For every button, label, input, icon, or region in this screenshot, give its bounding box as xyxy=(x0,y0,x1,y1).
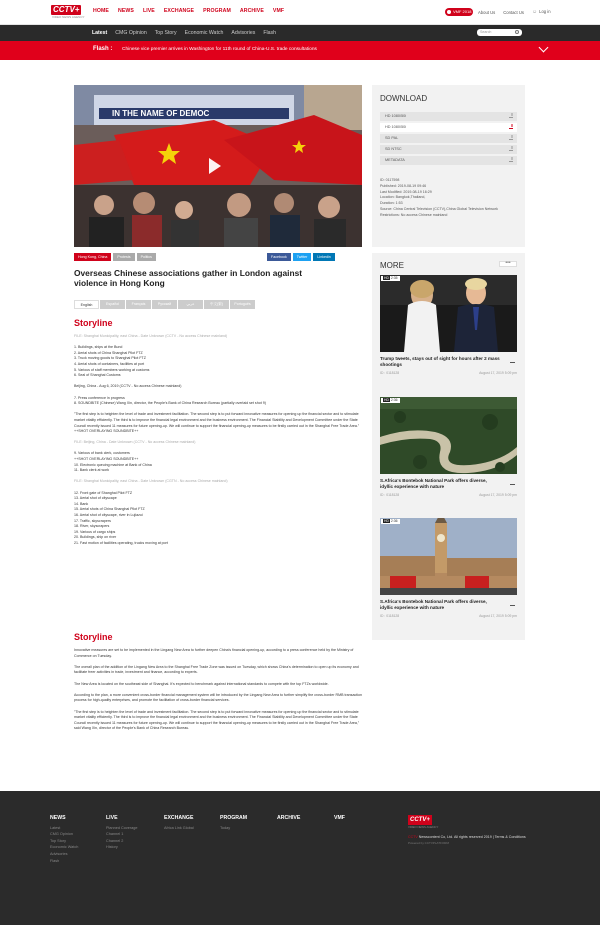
shot-line: 21. Fast motion of facilities operating, trucks moving at port xyxy=(74,540,168,545)
search-placeholder: Search xyxy=(480,30,492,34)
footer-logo[interactable]: CCTV+ xyxy=(408,815,432,825)
footer-col-archive xyxy=(277,815,300,825)
shot-line: "The first step is to heighten the level of trade and investment facilitation. The second step is to put forward innovative measures for opening up the financial sector and to stimulate market vitality efficiently. The third is to improve the financial legal environment and the business environment. The Financial Stability and Development Committee under the State Council recently issued 11 measures for future opening-up. We will continue to support the financial opening-up measures to be firstly carried out in the Shanghai Free Trade Area." xyxy=(74,412,360,428)
shot-line: 19. Various of cargo ships xyxy=(74,529,116,534)
shot-line: ++SHOT OVERLAYING SOUNDBITE++ xyxy=(74,429,139,434)
card-meta xyxy=(380,614,517,618)
footer-link[interactable]: Channel 1 xyxy=(106,832,124,837)
card-meta xyxy=(380,493,517,497)
search-input[interactable] xyxy=(477,29,522,36)
shot-line: 1. Buildings, ships at the Bund xyxy=(74,345,123,350)
shot-line: Beijing, China - Aug 6, 2019 (CCTV - No access Chinese mainland) xyxy=(74,384,182,389)
card-title[interactable]: S.Africa's Bontebok National Park offers diverse, idyllic experience with nature xyxy=(380,478,487,489)
download-icon[interactable] xyxy=(509,125,513,129)
download-icon[interactable] xyxy=(510,601,515,606)
nav-exchange[interactable]: EXCHANGE xyxy=(163,8,195,14)
more-options-button[interactable]: ••• xyxy=(499,261,517,267)
shot-line: 3. Truck moving goods to Shanghai Pilot FTZ xyxy=(74,356,146,361)
meta-restrictions: Restrictions: No access Chinese mainland xyxy=(380,212,448,217)
hd-badge: HD xyxy=(384,398,389,402)
shot-line: 13. Aerial shot of cityscape xyxy=(74,496,117,501)
meta-published: Published: 2019-08-19 09:46 xyxy=(380,183,427,188)
download-label: HD 1080/50i xyxy=(385,125,407,129)
login-link[interactable]: ☺ Log in xyxy=(532,9,551,15)
duration-badge xyxy=(381,276,400,281)
story-paragraph: According to the plan, a more convenient cross-border financial management system will be introduced by the Lingang New Area to further simplify the cross-border RMB transaction process for high-quality enterprises, and promote the facilitation of cross-border financial services. xyxy=(74,692,363,703)
more-title: MORE xyxy=(380,261,404,270)
shot-line: 5. Various of staff members working at customs xyxy=(74,367,150,372)
duration: 2:36 xyxy=(390,398,398,402)
share-buttons xyxy=(267,253,335,261)
top-links xyxy=(478,10,524,15)
download-sd-ntsc[interactable] xyxy=(380,145,517,154)
subnav-economic-watch[interactable]: Economic Watch xyxy=(184,30,224,36)
powered-by: Powered by CCTVPLATFORM xyxy=(408,841,449,845)
shot-line: 8. SOUNDBITE (Chinese) Wang Xin, director, the People's Bank of China Research Bureau (partially overlaid set shot 9) xyxy=(74,401,266,406)
flash-headline[interactable]: Chinese vice premier arrives in Washington for 11th round of China-U.S. trade consultations xyxy=(122,47,317,52)
logo-subtitle: VIDEO NEWS AGENCY xyxy=(52,15,85,19)
subnav-top-story[interactable]: Top Story xyxy=(154,30,177,36)
footer-link[interactable]: Economic Watch xyxy=(50,845,79,850)
shot-line: ++SHOT OVERLAYING SOUNDBITE++ xyxy=(74,457,139,462)
download-label: SD NTSC xyxy=(385,147,402,151)
about-us-link[interactable]: About Us xyxy=(478,10,496,15)
copyright-text xyxy=(408,835,526,839)
download-icon[interactable] xyxy=(509,136,513,140)
more-panel xyxy=(372,253,525,640)
flash-label: Flash : xyxy=(93,46,113,52)
shot-line: 15. Aerial shots of China Shanghai Pilot FTZ xyxy=(74,507,145,512)
related-video-card[interactable] xyxy=(380,518,517,618)
footer-heading[interactable]: EXCHANGE xyxy=(164,815,194,821)
article-headline: Overseas Chinese associations gather in London against violence in Hong Kong xyxy=(74,268,303,288)
shot-line: 2. Aerial shots of China Shanghai Pilot FTZ xyxy=(74,350,143,355)
shot-line: 17. Traffic, skyscrapers xyxy=(74,518,111,523)
shot-line: 6. Seal of Shanghai Customs xyxy=(74,373,121,378)
download-icon[interactable] xyxy=(509,147,513,151)
card-date: August 17, 2019 5:09 pm xyxy=(479,493,517,497)
download-label: SD PAL xyxy=(385,136,399,140)
tab-portuguese[interactable]: Português xyxy=(230,300,255,309)
storyline-title-2: Storyline xyxy=(74,632,113,642)
download-icon[interactable] xyxy=(510,480,515,485)
download-panel xyxy=(372,85,525,247)
footer-link[interactable]: Planned Coverage xyxy=(106,825,138,830)
tab-french[interactable]: Français xyxy=(126,300,151,309)
meta-duration: Duration: 1:53 xyxy=(380,201,403,206)
download-icon[interactable] xyxy=(509,158,513,162)
footer-link[interactable]: Africa Link Global xyxy=(164,825,194,830)
duration-badge xyxy=(381,519,400,524)
chevron-down-icon[interactable] xyxy=(539,43,549,53)
top-bar xyxy=(0,0,600,25)
download-title: DOWNLOAD xyxy=(380,94,428,103)
meta-source: Source: China Central Television (CCTV),China Global Television Network xyxy=(380,206,498,211)
footer xyxy=(0,791,600,925)
search-icon[interactable] xyxy=(515,30,519,34)
footer-heading[interactable]: PROGRAM xyxy=(220,815,248,821)
story-paragraph: Innovative measures are set to be implemented in the Lingang New Area to further deepen China's financial opening-up, according to a press conference held by the Ministry of Commerce on Tuesday. xyxy=(74,648,354,658)
copyright-body[interactable]: Newscontent Co, Ltd. All rights reserved 2019 | Terms & Conditions xyxy=(417,835,526,839)
story-paragraph: The New Area is located on the southeast side of Shanghai. It's expected to benchmark against international standards to compete with the top FTZs worldwide. xyxy=(74,681,329,686)
nav-news[interactable]: NEWS xyxy=(117,8,134,14)
shot-line: 16. Aerial shot of cityscape, river in Lujiazui xyxy=(74,513,143,517)
shot-line: 11. Bank clerk at work xyxy=(74,468,110,473)
meta-id: ID: 0117598 xyxy=(380,178,400,182)
story-body xyxy=(74,648,364,738)
card-meta xyxy=(380,371,517,375)
footer-col-program xyxy=(220,815,247,831)
video-thumbnail[interactable] xyxy=(380,397,517,474)
play-icon[interactable] xyxy=(209,158,221,174)
flash-banner xyxy=(0,41,600,60)
shot-line: FILE: Beijing, China - Date Unknown (CCTV - No access Chinese mainland) xyxy=(74,440,196,445)
video-metadata xyxy=(380,178,520,219)
shot-line: 12. Front gate of Shanghai Pilot FTZ xyxy=(74,490,133,495)
download-hd-1080-a[interactable] xyxy=(380,112,517,121)
tag-protests[interactable]: Protests xyxy=(113,253,134,261)
tag-politics[interactable]: Politics xyxy=(137,253,156,261)
tag-hong-kong[interactable]: Hong Kong, China xyxy=(74,253,111,261)
download-hd-1080-b[interactable] xyxy=(380,123,517,132)
shot-line: 4. Aerial shots of containers, facilities at port xyxy=(74,361,145,366)
twitter-share-button[interactable]: Twitter xyxy=(293,253,312,261)
tab-chinese[interactable]: 中文(繁) xyxy=(204,300,229,309)
download-icon[interactable] xyxy=(510,358,515,363)
card-date: August 17, 2019 5:09 pm xyxy=(479,614,517,618)
video-thumbnail[interactable] xyxy=(380,518,517,595)
card-title[interactable]: S.Africa's Bontebok National Park offers diverse, idyllic experience with nature xyxy=(380,599,487,610)
duration: 2:36 xyxy=(390,519,398,523)
svg-text:IN THE NAME OF DEMOC: IN THE NAME OF DEMOC xyxy=(112,109,210,118)
contact-us-link[interactable]: Contact Us xyxy=(503,10,524,15)
subnav-cmg-opinion[interactable]: CMG Opinion xyxy=(115,30,147,36)
shot-line: 20. Buildings, ship on river xyxy=(74,535,117,540)
footer-link[interactable]: Advisories xyxy=(50,851,68,856)
main-nav xyxy=(93,8,284,14)
footer-link[interactable]: Top Story xyxy=(50,838,67,843)
download-metadata[interactable] xyxy=(380,156,517,165)
facebook-share-button[interactable]: Facebook xyxy=(267,253,291,261)
hd-badge: HD xyxy=(384,276,389,280)
footer-heading[interactable]: ARCHIVE xyxy=(277,815,301,821)
footer-col-exchange xyxy=(164,815,194,831)
tab-arabic[interactable]: عربي xyxy=(178,300,203,309)
shot-line: FILE: Shanghai Municipality, east China - Date Unknown (CCTV - No access Chinese mainland) xyxy=(74,334,228,338)
vmf-badge-button[interactable]: VMF 2018 xyxy=(445,8,473,16)
copyright-brand: CCTV xyxy=(408,835,418,839)
footer-col-live xyxy=(106,815,137,851)
subnav-advisories[interactable]: Advisories xyxy=(231,30,256,36)
shot-line: FILE: Shanghai Municipality, east China - Date Unknown (CGTN - No access Chinese mainland) xyxy=(74,479,228,484)
shot-line: 10. Electronic queuing machine at Bank of China xyxy=(74,462,152,467)
footer-col-vmf xyxy=(334,815,345,825)
footer-link[interactable]: Latest xyxy=(50,825,61,830)
shot-line: 7. Press conference in progress xyxy=(74,395,125,400)
duration-badge xyxy=(381,398,400,403)
subnav-flash[interactable]: Flash xyxy=(263,30,276,36)
video-player[interactable] xyxy=(74,85,362,247)
footer-col-news xyxy=(50,815,78,864)
linkedin-share-button[interactable]: Linkedin xyxy=(313,253,334,261)
footer-link[interactable]: History xyxy=(106,845,118,850)
footer-heading[interactable]: NEWS xyxy=(50,815,66,821)
download-label: METADATA xyxy=(385,158,405,162)
shot-list xyxy=(74,334,364,547)
storyline-title: Storyline xyxy=(74,318,113,328)
video-thumbnail[interactable] xyxy=(380,275,517,352)
footer-heading[interactable]: VMF xyxy=(334,815,345,821)
card-id: ID : 0118128 xyxy=(380,371,400,375)
subnav-latest[interactable]: Latest xyxy=(92,30,108,36)
meta-modified: Last Modified: 2019-08-19 16:29 xyxy=(380,189,432,194)
language-tabs xyxy=(74,300,255,309)
story-paragraph: "The first step is to heighten the level of trade and investment facilitation. The second step is to put forward innovative measures for opening up the financial sector and to stimulate market vitality efficiently. The third is to improve the financial legal environment and the business environment. The Financial Stability and Development Committee under the State Council recently issued 11 measures for future opening-up. We will continue to support the financial opening-up measures to be firstly carried out in the Shanghai Free Trade Area," said Wang Xin, director of the People's Bank of China Research Bureau. xyxy=(74,709,360,731)
nav-program[interactable]: PROGRAM xyxy=(203,8,231,14)
hd-badge: HD xyxy=(384,519,389,523)
sub-nav-bar xyxy=(0,25,600,41)
nav-archive[interactable]: ARCHIVE xyxy=(239,8,264,14)
shot-line: 9. Various of bank clerk, customers xyxy=(74,451,130,456)
meta-location: Location: Bangkok,Thailand, xyxy=(380,195,426,200)
footer-link[interactable]: Today xyxy=(220,825,231,830)
nav-vmf[interactable]: VMF xyxy=(272,8,285,14)
shot-line: 18. River, skyscrapers xyxy=(74,524,110,529)
download-icon[interactable] xyxy=(509,114,513,118)
footer-link[interactable]: Channel 2 xyxy=(106,838,124,843)
nav-home[interactable]: HOME xyxy=(93,8,109,14)
card-title[interactable]: Trump tweets, stays out of sight for hours after 2 mass shootings xyxy=(380,356,500,367)
related-video-card[interactable] xyxy=(380,275,517,375)
duration: 2:35 xyxy=(390,276,398,280)
download-sd-pal[interactable] xyxy=(380,134,517,143)
story-paragraph: The overall plan of the addition of the Lingang New Area to the Shanghai Free Trade Zone was issued on Tuesday, which shows China's determination to open up its economy and facilitate freer activities in trade, investment and finance, according to experts. xyxy=(74,664,359,675)
download-label: HD 1080/50i xyxy=(385,114,407,118)
card-id: ID : 0118128 xyxy=(380,614,400,618)
footer-logo-subtitle: VIDEO NEWS AGENCY xyxy=(408,825,439,829)
footer-heading[interactable]: LIVE xyxy=(106,815,118,821)
related-video-card[interactable] xyxy=(380,397,517,497)
nav-live[interactable]: LIVE xyxy=(142,8,155,14)
logo-text: CCTV+ xyxy=(53,5,80,14)
sub-nav xyxy=(92,30,276,36)
shot-line: 14. Bank xyxy=(74,501,89,506)
tab-russian[interactable]: Pусский xyxy=(152,300,177,309)
footer-link[interactable]: CMG Opinion xyxy=(50,832,74,837)
tab-english[interactable]: English xyxy=(74,300,99,309)
tab-spanish[interactable]: Español xyxy=(100,300,125,309)
card-date: August 17, 2019 5:09 pm xyxy=(479,371,517,375)
footer-link[interactable]: Flash xyxy=(50,858,60,863)
card-id: ID : 0118128 xyxy=(380,493,400,497)
cctv-logo[interactable] xyxy=(51,5,85,20)
tag-list xyxy=(74,253,156,261)
